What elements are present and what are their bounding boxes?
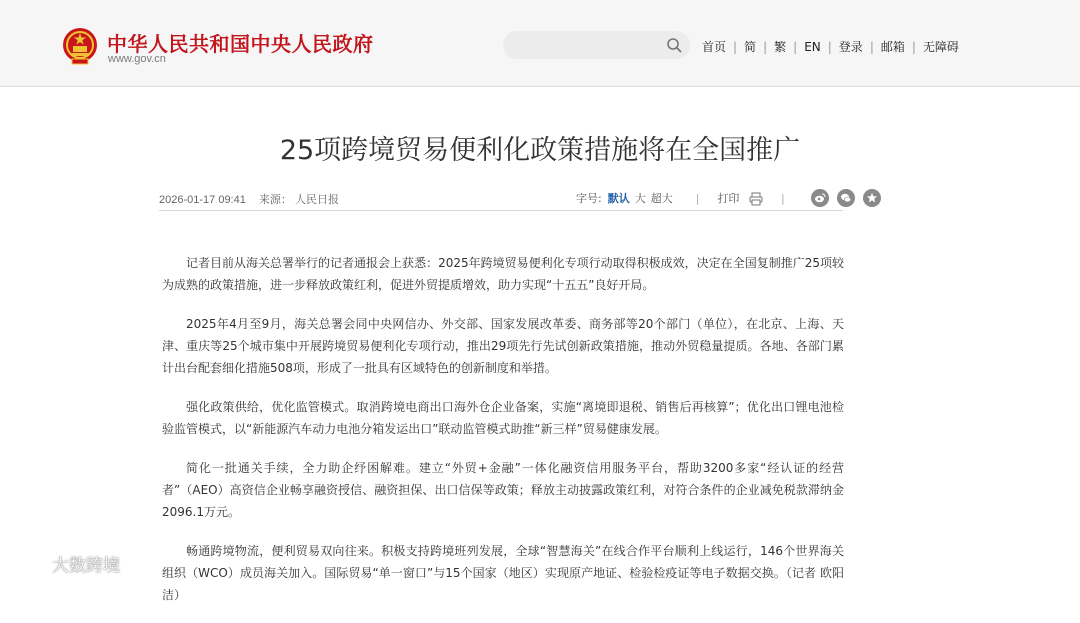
watermark-text: 大数跨境 xyxy=(52,556,120,576)
weibo-icon[interactable] xyxy=(811,189,829,207)
article-tools xyxy=(576,189,881,207)
search-icon[interactable] xyxy=(666,37,682,53)
watermark xyxy=(8,551,120,576)
nav-separator: | xyxy=(793,40,798,54)
tools-separator: | xyxy=(780,191,785,205)
article-paragraph: 2025年4月至9月，海关总署会同中央网信办、外交部、国家发展改革委、商务部等20个部门（单位），在北京、上海、天津、重庆等25个城市集中开展跨境贸易便利化专项行动，推出29项先行先试创新政策措施，推动外贸稳量提质。各地、各部门累计出台配套细化措施508项，形成了一批具有区域特色的创新制度和举措。 xyxy=(162,317,844,375)
top-nav xyxy=(702,38,959,55)
article-title: 25项跨境贸易便利化政策措施将在全国推广 xyxy=(279,135,801,166)
meta-divider xyxy=(159,210,843,211)
nav-separator: | xyxy=(733,40,738,54)
watermark-logo-icon xyxy=(8,554,46,574)
nav-home[interactable]: 首页 xyxy=(702,40,727,54)
nav-mailbox[interactable]: 邮箱 xyxy=(880,40,905,54)
print-label: 打印 xyxy=(717,192,740,205)
print-button[interactable] xyxy=(717,190,763,206)
article-paragraph: 畅通跨境物流，便利贸易双向往来。积极支持跨境班列发展，全球“智慧海关”在线合作平台顺利上线运行，146个世界海关组织（WCO）成员海关加入。国际贸易“单一窗口”与15个国家（地区）实现原产地证、检验检疫证等电子数据交换。（记者 欧阳洁） xyxy=(162,544,844,602)
article-paragraph: 简化一批通关手续，全力助企纾困解难。建立“外贸+金融”一体化融资信用服务平台，帮助3200多家“经认证的经营者”（AEO）高资信企业畅享融资授信、融资担保、出口信保等政策；释放主动披露政策红利，对符合条件的企业减免税款滞纳金2096.1万元。 xyxy=(162,461,844,519)
nav-english[interactable]: EN xyxy=(804,40,821,54)
nav-login[interactable]: 登录 xyxy=(838,40,863,54)
article-paragraph: 记者目前从海关总署举行的记者通报会上获悉：2025年跨境贸易便利化专项行动取得积极成效，决定在全国复制推广25项较为成熟的政策措施，进一步释放政策红利，促进外贸提质增效，助力实现“十五五”良好开局。 xyxy=(162,256,844,292)
nav-separator: | xyxy=(827,40,832,54)
site-header xyxy=(0,0,1080,87)
article-paragraph: 强化政策供给，优化监管模式。取消跨境电商出口海外仓企业备案，实施“离境即退税、销售后再核算”；优化出口锂电池检验监管模式，以“新能源汽车动力电池分箱发运出口”联动监管模式助推“新三样”贸易健康发展。 xyxy=(162,400,844,436)
favorite-star-icon[interactable] xyxy=(863,189,881,207)
site-name[interactable]: 中华人民共和国中央人民政府 xyxy=(107,32,374,56)
nav-separator: | xyxy=(911,40,916,54)
nav-accessibility[interactable]: 无障碍 xyxy=(922,40,959,54)
search-input[interactable] xyxy=(517,35,661,57)
article-body xyxy=(162,252,844,623)
font-size-default[interactable]: 默认 xyxy=(607,192,630,205)
article-source: 来源： 人民日报 xyxy=(258,194,339,206)
font-size-label: 字号: xyxy=(576,192,602,205)
font-size-xlarge[interactable]: 超大 xyxy=(650,192,673,205)
font-size-large[interactable]: 大 xyxy=(634,192,646,205)
printer-icon xyxy=(749,192,763,206)
nav-traditional[interactable]: 繁 xyxy=(774,40,787,54)
tools-separator: | xyxy=(695,191,700,205)
nav-simplified[interactable]: 简 xyxy=(744,40,757,54)
nav-separator: | xyxy=(763,40,768,54)
publish-datetime: 2026-01-17 09:41 xyxy=(159,194,246,206)
national-emblem-icon[interactable] xyxy=(62,27,98,65)
search-box xyxy=(503,31,690,59)
site-domain: www.gov.cn xyxy=(108,53,166,65)
nav-separator: | xyxy=(869,40,874,54)
wechat-icon[interactable] xyxy=(837,189,855,207)
article-meta xyxy=(159,191,349,207)
